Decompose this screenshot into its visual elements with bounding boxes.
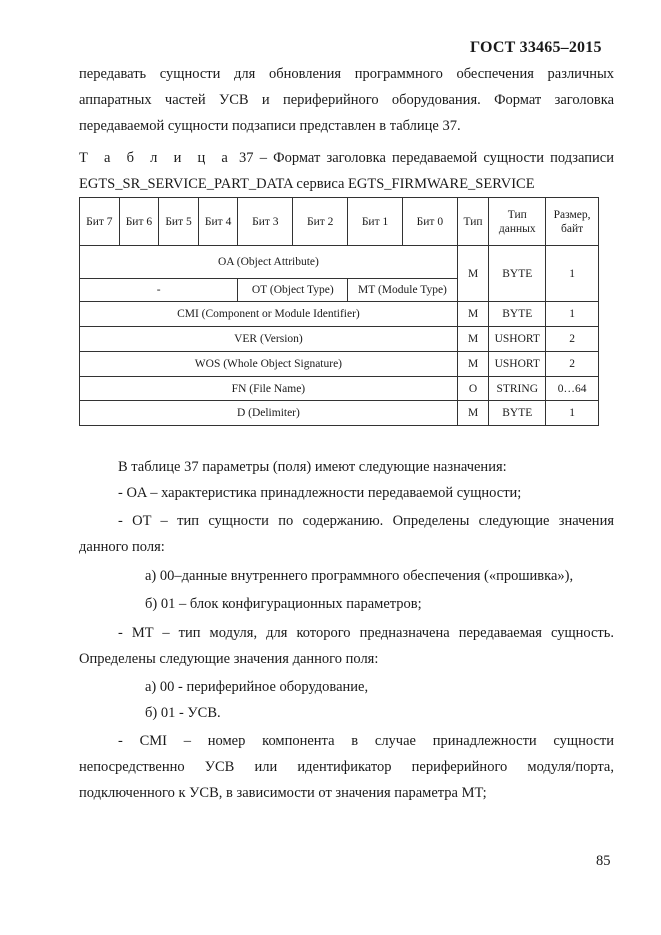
body-p4a: а) 00 - периферийное оборудование, — [145, 679, 369, 695]
oa-field-name: OA (Object Attribute) — [80, 246, 458, 279]
table-caption — [79, 145, 614, 197]
oa-data-type: BYTE — [489, 246, 546, 302]
header-bit0: Бит 0 — [402, 198, 457, 246]
field-type: M — [457, 352, 488, 377]
header-bit7: Бит 7 — [80, 198, 120, 246]
field-data-type: USHORT — [489, 327, 546, 352]
table-header-row — [80, 198, 599, 246]
body-p3b: б) 01 – блок конфигурационных параметров; — [145, 596, 422, 612]
field-data-type: BYTE — [489, 302, 546, 327]
field-name: FN (File Name) — [80, 377, 458, 401]
header-bit5: Бит 5 — [159, 198, 199, 246]
header-bit3: Бит 3 — [238, 198, 293, 246]
header-size: Размер, байт — [546, 198, 599, 246]
oa-module-type: MT (Module Type) — [348, 279, 458, 302]
header-data-type: Тип данных — [489, 198, 546, 246]
body-p4-mt: - MT – тип модуля, для которого предназначена передаваемая сущность. Определены следующие значения данного поля: — [79, 625, 614, 667]
header-type: Тип — [457, 198, 488, 246]
oa-reserved-bits: - — [80, 279, 238, 302]
field-name: WOS (Whole Object Signature) — [80, 352, 458, 377]
field-size: 0…64 — [546, 377, 599, 401]
field-size: 2 — [546, 327, 599, 352]
field-type: O — [457, 377, 488, 401]
field-size: 1 — [546, 401, 599, 426]
page-number: 85 — [596, 853, 611, 869]
field-type: M — [457, 302, 488, 327]
table-row — [80, 302, 599, 327]
table-caption-label: Т а б л и ц а — [79, 150, 233, 166]
header-bit2: Бит 2 — [293, 198, 348, 246]
body-p5-cmi: - CMI – номер компонента в случае принадлежности сущности непосредственно УСВ или идентификатор периферийного модуля/порта, подключенного к УСВ, в зависимости от значения параметра MT; — [79, 733, 614, 801]
oa-type: M — [457, 246, 488, 302]
intro-paragraph: передавать сущности для обновления программного обеспечения различных аппаратных частей УСВ и периферийного оборудования. Формат заголовка передаваемой сущности подзаписи представлен в таблице 37. — [79, 66, 614, 134]
header-bit4: Бит 4 — [198, 198, 238, 246]
table-caption-title: 37 – Формат заголовка передаваемой сущности подзаписи EGTS_SR_SERVICE_PART_DATA сервиса EGTS_FIRMWARE_SERVICE — [79, 150, 614, 192]
field-data-type: USHORT — [489, 352, 546, 377]
field-type: M — [457, 401, 488, 426]
body-p3-ot: - OT – тип сущности по содержанию. Определены следующие значения данного поля: — [79, 513, 614, 555]
field-size: 1 — [546, 302, 599, 327]
field-name: VER (Version) — [80, 327, 458, 352]
table-row — [80, 401, 599, 426]
body-p3a: а) 00–данные внутреннего программного обеспечения («прошивка»), — [145, 568, 574, 584]
table-row — [80, 352, 599, 377]
standard-number: ГОСТ 33465–2015 — [470, 39, 602, 56]
table-row-oa — [80, 246, 599, 279]
egts-header-table — [79, 197, 599, 426]
oa-size: 1 — [546, 246, 599, 302]
field-data-type: BYTE — [489, 401, 546, 426]
field-size: 2 — [546, 352, 599, 377]
body-p4b: б) 01 - УСВ. — [145, 705, 221, 721]
field-type: M — [457, 327, 488, 352]
header-bit6: Бит 6 — [119, 198, 159, 246]
field-name: CMI (Component or Module Identifier) — [80, 302, 458, 327]
body-p2-oa: - OA – характеристика принадлежности передаваемой сущности; — [118, 485, 522, 501]
field-data-type: STRING — [489, 377, 546, 401]
body-p1: В таблице 37 параметры (поля) имеют следующие назначения: — [118, 459, 507, 475]
header-bit1: Бит 1 — [348, 198, 403, 246]
table-row — [80, 327, 599, 352]
oa-object-type: OT (Object Type) — [238, 279, 348, 302]
field-name: D (Delimiter) — [80, 401, 458, 426]
table-row — [80, 377, 599, 401]
